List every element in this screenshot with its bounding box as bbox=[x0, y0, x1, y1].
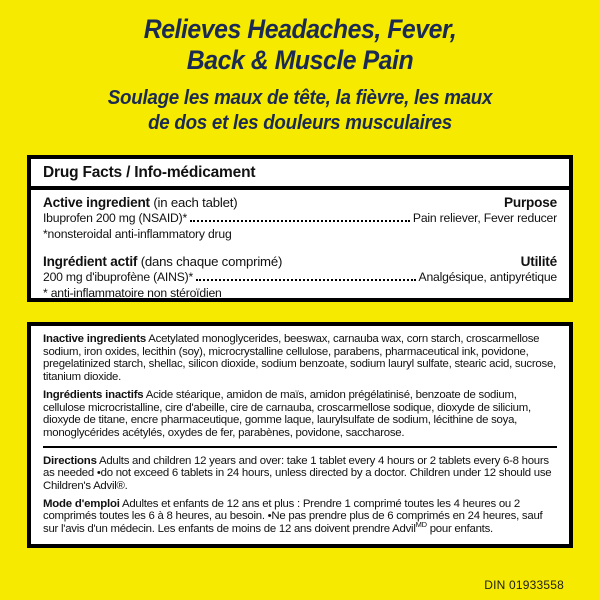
active-ingredient-row-en bbox=[43, 195, 557, 210]
inactive-ingredients-lead-fr: Ingrédients inactifs bbox=[43, 388, 144, 401]
nsaid-footnote-en: *nonsteroidal anti-inflammatory drug bbox=[43, 227, 232, 241]
purpose-label-fr: Utilité bbox=[520, 254, 557, 269]
headline-english-line1: Relieves Headaches, Fever, bbox=[143, 14, 457, 44]
ingredient-name-en: Ibuprofen 200 mg (NSAID)* bbox=[43, 211, 188, 225]
active-ingredient-suffix-en: (in each tablet) bbox=[149, 195, 238, 210]
directions-en bbox=[43, 455, 557, 493]
headline-english-line2: Back & Muscle Pain bbox=[186, 45, 414, 75]
directions-lead-fr: Mode d'emploi bbox=[43, 497, 120, 510]
directions-lead-en: Directions bbox=[43, 454, 97, 467]
nsaid-footnote-fr: * anti-inflammatoire non stéroïdien bbox=[43, 286, 222, 300]
drug-facts-title-rule bbox=[31, 186, 569, 190]
drug-facts-panel bbox=[27, 155, 573, 302]
info-panel bbox=[27, 322, 573, 548]
active-ingredient-lead-fr: Ingrédient actif bbox=[43, 254, 138, 269]
headline-english bbox=[24, 14, 576, 76]
ingredient-leader-row-fr bbox=[43, 270, 557, 284]
inactive-ingredients-en bbox=[43, 333, 557, 384]
din-number: DIN 01933558 bbox=[484, 578, 564, 592]
headline-french-line2: de dos et les douleurs musculaires bbox=[148, 112, 452, 134]
active-ingredient-suffix-fr: (dans chaque comprimé) bbox=[137, 254, 283, 269]
ingredient-leader-row-en bbox=[43, 211, 557, 225]
active-ingredient-row-fr bbox=[43, 254, 557, 269]
purpose-value-en: Pain reliever, Fever reducer bbox=[412, 211, 557, 225]
purpose-value-fr: Analgésique, antipyrétique bbox=[418, 270, 557, 284]
inactive-ingredients-fr bbox=[43, 389, 557, 440]
drug-facts-title: Drug Facts / Info-médicament bbox=[43, 164, 256, 181]
directions-body-fr-before: Adultes et enfants de 12 ans et plus : Prendre 1 comprimé toutes les 4 heures ou 2 comprimés toutes les 6 à 8 heures, au besoin. •Ne pas prendre plus de 6 comprimés en 24 heures, sauf sur l'avis d'un médecin. Les enfants de moins de 12 ans doivent prendre Advil bbox=[43, 497, 543, 536]
dotted-leader-fr bbox=[196, 279, 416, 281]
directions-body-en: Adults and children 12 years and over: take 1 tablet every 4 hours or 2 tablets every 6-8 hours as needed •do not exceed 6 tablets in 24 hours, unless directed by a doctor. Children under 12 should use Children's Advil®. bbox=[43, 454, 552, 493]
active-ingredient-lead-en: Active ingredient bbox=[43, 195, 150, 210]
active-ingredient-label-en bbox=[43, 195, 237, 210]
headline-french bbox=[18, 86, 582, 136]
inactive-ingredients-body-fr: Acide stéarique, amidon de maïs, amidon prégélatinisé, benzoate de sodium, cellulose microcristalline, cire d'abeille, cire de carnauba, croscarmellose sodique, dioxyde de silicium, dioxyde de titane, encre pharmaceutique, gomme laque, laurylsulfate de sodium, lécithine de soya, monoglycérides acétylés, oxydes de fer, parabènes, povidone, saccharose. bbox=[43, 388, 531, 439]
trademark-superscript: MD bbox=[415, 520, 427, 530]
inactive-ingredients-body-en: Acetylated monoglycerides, beeswax, carnauba wax, corn starch, croscarmellose sodium, iron oxides, lecithin (soy), microcrystalline cellulose, parabens, pharmaceutical ink, povidone, pregelatinized starch, shellac, silicon dioxide, sodium benzoate, sodium lauryl sulfate, stearic acid, sucrose, titanium dioxide. bbox=[43, 333, 556, 384]
inactive-ingredients-lead-en: Inactive ingredients bbox=[43, 333, 146, 345]
dotted-leader-en bbox=[190, 220, 410, 222]
directions-body-fr-after: pour enfants. bbox=[426, 523, 493, 536]
section-divider-rule bbox=[43, 446, 557, 448]
headline-french-line1: Soulage les maux de tête, la fièvre, les maux bbox=[107, 87, 493, 109]
ingredient-name-fr: 200 mg d'ibuprofène (AINS)* bbox=[43, 270, 194, 284]
active-ingredient-label-fr bbox=[43, 254, 282, 269]
directions-fr bbox=[43, 498, 557, 536]
purpose-label-en: Purpose bbox=[504, 195, 557, 210]
